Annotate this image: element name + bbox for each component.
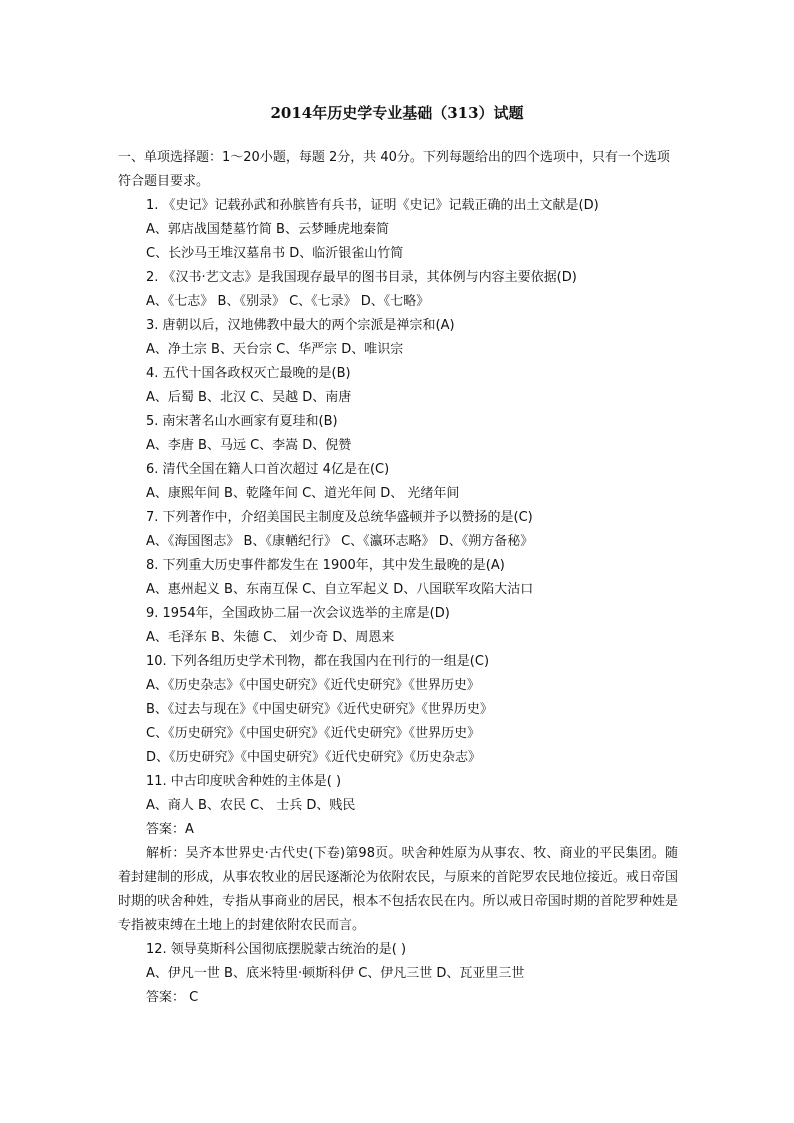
text-line: 答案： C — [146, 990, 199, 1005]
text-line: 11. 中古印度吠舍种姓的主体是( ) — [146, 774, 342, 789]
text-line: 12. 领导莫斯科公国彻底摆脱蒙古统治的是( ) — [146, 942, 407, 957]
question-list — [118, 194, 678, 842]
text-line: A、郭店战国楚墓竹简 B、云梦睡虎地秦简 — [146, 222, 389, 237]
text-line: 8. 下列重大历史事件都发生在 1900年，其中发生最晚的是(A) — [146, 558, 505, 573]
text-line: D、《历史研究》《中国史研究》《近代史研究》《历史杂志》 — [146, 750, 482, 765]
question-list-continued — [118, 938, 678, 1010]
text-line: A、后蜀 B、北汉 C、吴越 D、南唐 — [146, 390, 352, 405]
text-line: 6. 清代全国在籍人口首次超过 4亿是在(C) — [146, 462, 390, 477]
text-line: 10. 下列各组历史学术刊物，都在我国内在刊行的一组是(C) — [146, 654, 490, 669]
text-line: 5. 南宋著名山水画家有夏珪和(B) — [146, 414, 338, 429]
text-line: A、毛泽东 B、朱德 C、 刘少奇 D、周恩来 — [146, 630, 395, 645]
text-line: B、《过去与现在》《中国史研究》《近代史研究》《世界历史》 — [146, 702, 493, 717]
text-line: 1. 《史记》记载孙武和孙膑皆有兵书，证明《史记》记载正确的出土文献是(D) — [146, 198, 599, 213]
text-line: A、惠州起义 B、东南互保 C、自立军起义 D、八国联军攻陷大沽口 — [146, 582, 534, 597]
text-line: A、《七志》 B、《别录》 C、《七录》 D、《七略》 — [146, 294, 430, 309]
text-line: 7. 下列著作中，介绍美国民主制度及总统华盛顿并予以赞扬的是(C) — [146, 510, 533, 525]
analysis-paragraph: 解析：吴齐本世界史·古代史(下卷)第98页。吠舍种姓原为从事农、牧、商业的平民集团。随着封建制的形成，从事农牧业的居民逐渐沦为依附农民，与原来的首陀罗农民地位接近。戒日帝国时期的吠舍种姓，专指从事商业的居民，根本不包括农民在内。所以戒日帝国时期的首陀罗种姓是专指被束缚在土地上的封建依附农民而言。 — [118, 846, 678, 933]
text-line: A、商人 B、农民 C、 士兵 D、贱民 — [146, 798, 356, 813]
text-line: 4. 五代十国各政权灭亡最晚的是(B) — [146, 366, 351, 381]
text-line: C、长沙马王堆汉墓帛书 D、临沂银雀山竹简 — [146, 246, 404, 261]
text-line: A、李唐 B、马远 C、李嵩 D、倪赞 — [146, 438, 352, 453]
text-line: C、《历史研究》《中国史研究》《近代史研究》《世界历史》 — [146, 726, 481, 741]
text-line: A、《海国图志》 B、《康輶纪行》 C、《瀛环志略》 D、《朔方备秘》 — [146, 534, 534, 549]
text-line: A、净土宗 B、天台宗 C、华严宗 D、唯识宗 — [146, 342, 404, 357]
page-title: 2014年历史学专业基础（313）试题 — [270, 104, 524, 122]
text-line: 3. 唐朝以后，汉地佛教中最大的两个宗派是禅宗和(A) — [146, 318, 455, 333]
text-line: A、《历史杂志》《中国史研究》《近代史研究》《世界历史》 — [146, 678, 480, 693]
section-heading: 一、单项选择题：1～20小题，每题 2分，共 40分。下列每题给出的四个选项中，只有一个选项符合题目要求。 — [118, 150, 670, 189]
text-line: A、康熙年间 B、乾隆年间 C、道光年间 D、 光绪年间 — [146, 486, 460, 501]
text-line: A、伊凡一世 B、底米特里·顿斯科伊 C、伊凡三世 D、瓦亚里三世 — [146, 966, 525, 981]
text-line: 答案：A — [146, 822, 194, 837]
text-line: 2. 《汉书·艺文志》是我国现存最早的图书目录，其体例与内容主要依据(D) — [146, 270, 577, 285]
document-body — [118, 146, 678, 1010]
text-line: 9. 1954年，全国政协二届一次会议选举的主席是(D) — [146, 606, 450, 621]
